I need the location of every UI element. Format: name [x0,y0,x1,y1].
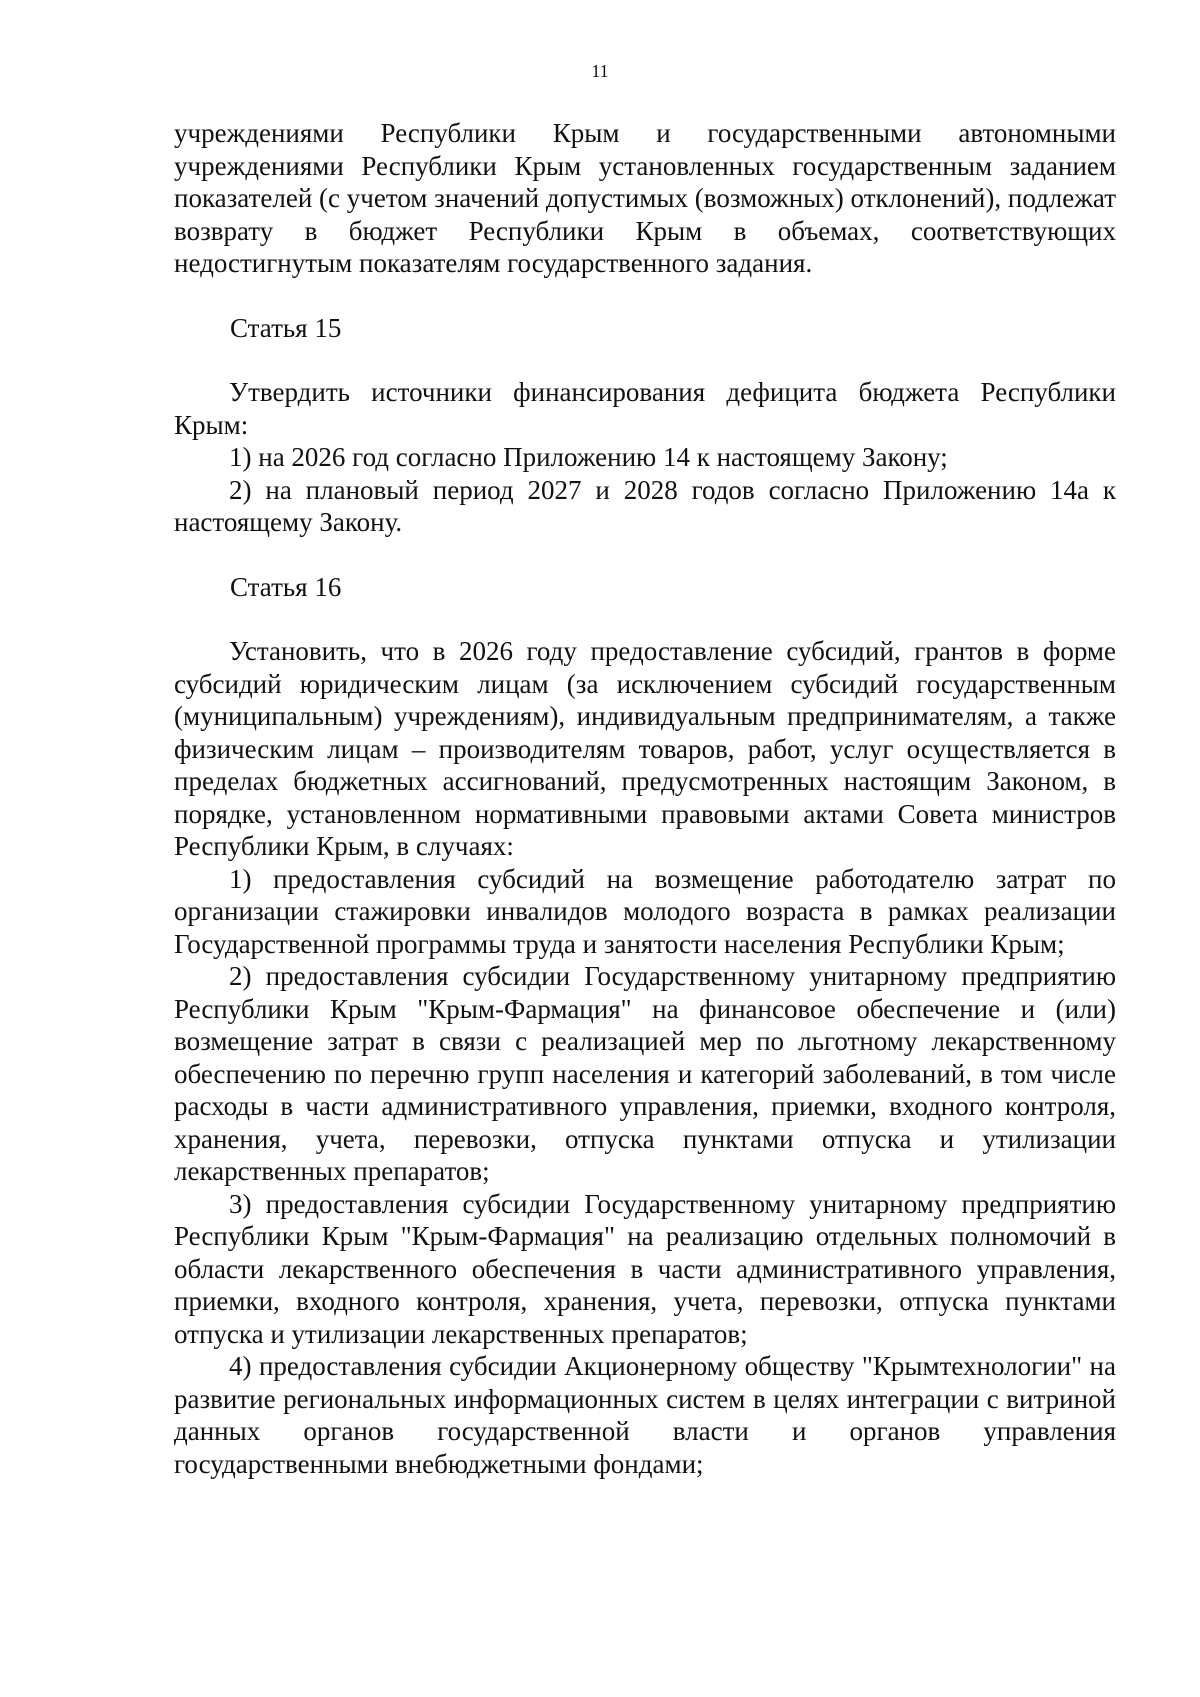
document-body [174,117,1116,1480]
article-16-heading: Статья 16 [230,571,342,602]
article-16-text: Установить, что в 2026 году предоставление субсидий, грантов в форме субсидий юридическим лицам (за исключением субсидий государственным (муниципальным) учреждениям), индивидуальным предпринимателям, а также физическим лицам – производителям товаров, работ, услуг осуществляется в пределах бюджетных ассигнований, предусмотренных настоящим Законом, в порядке, установленном нормативными правовыми актами Совета министров Республики Крым, в случаях: [174,636,1116,861]
article-15-text: Утвердить источники финансирования дефицита бюджета Республики Крым: [174,377,1116,440]
page-number: 11 [591,61,609,81]
article-15-heading: Статья 15 [230,312,342,343]
article-15-item-2: 2) на плановый период 2027 и 2028 годов согласно Приложению 14а к настоящему Закону. [174,474,1116,537]
article-16-item-3: 3) предоставления субсидии Государственному унитарному предприятию Республики Крым "Крым-Фармация" на реализацию отдельных полномочий в области лекарственного обеспечения в части административного управления, приемки, входного контроля, хранения, учета, перевозки, отпуска пунктами отпуска и утилизации лекарственных препаратов; [174,1188,1116,1349]
article-16-item-1: 1) предоставления субсидий на возмещение работодателю затрат по организации стажировки инвалидов молодого возраста в рамках реализации Государственной программы труда и занятости населения Республики Крым; [174,863,1116,959]
article-16-item-2: 2) предоставления субсидии Государственному унитарному предприятию Республики Крым "Крым-Фармация" на финансовое обеспечение и (или) возмещение затрат в связи с реализацией мер по льготному лекарственному обеспечению по перечню групп населения и категорий заболеваний, в том числе расходы в части административного управления, приемки, входного контроля, хранения, учета, перевозки, отпуска пунктами отпуска и утилизации лекарственных препаратов; [174,961,1116,1186]
article-16-item-4: 4) предоставления субсидии Акционерному обществу "Крымтехнологии" на развитие региональных информационных систем в целях интеграции с витриной данных органов государственной власти и органов управления государственными внебюджетными фондами; [174,1351,1116,1479]
paragraph-continuation: учреждениями Республики Крым и государственными автономными учреждениями Республики Крым установленных государственным заданием показателей (с учетом значений допустимых (возможных) отклонений), подлежат возврату в бюджет Республики Крым в объемах, соответствующих недостигнутым показателям государственного задания. [174,118,1116,278]
article-15-item-1: 1) на 2026 год согласно Приложению 14 к настоящему Закону; [229,442,948,472]
